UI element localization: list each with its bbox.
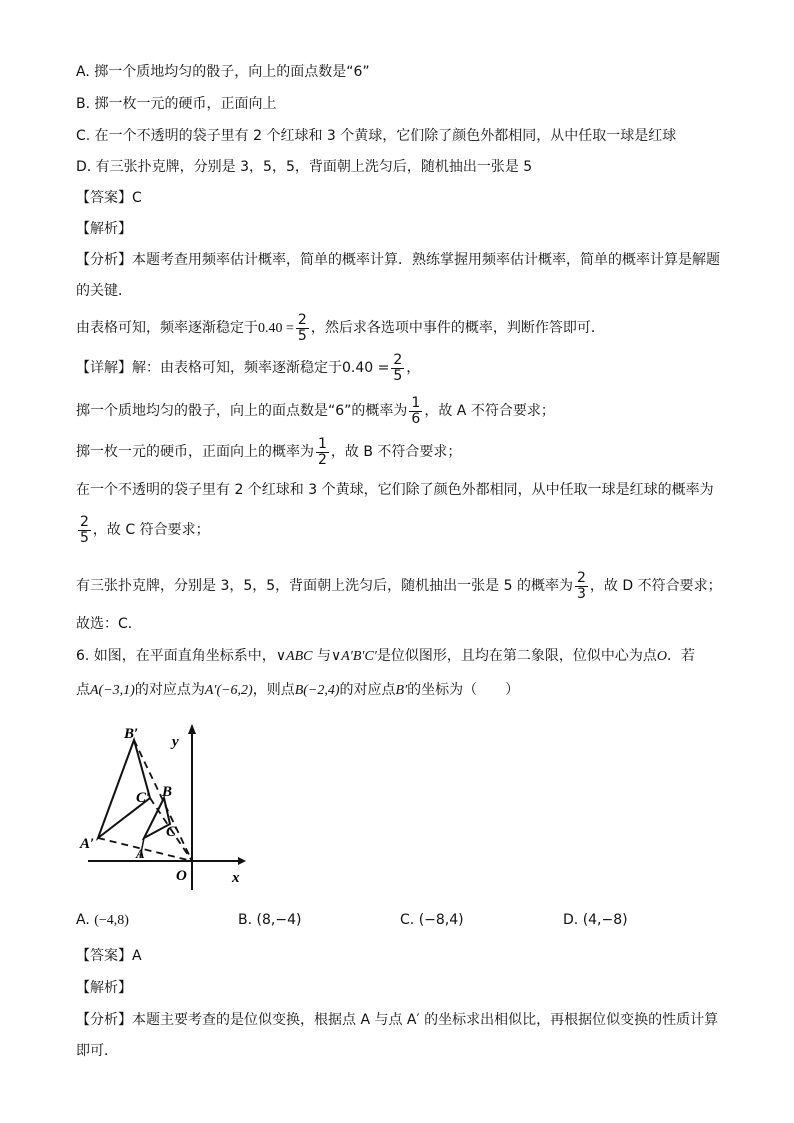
fenxi-label: 【分析】 xyxy=(76,252,132,268)
label-o: O xyxy=(176,868,187,884)
dice-text-b: ，故 A 不符合要求； xyxy=(424,403,555,419)
frac-den: 2 xyxy=(318,451,327,468)
table-text-a: 由表格可知，频率逐渐稳定于 xyxy=(76,320,258,336)
frac-num: 2 xyxy=(80,513,89,530)
answer-value: C xyxy=(132,190,142,206)
q5-card-line xyxy=(76,570,722,602)
coin-text-b: ，故 B 不符合要求； xyxy=(330,444,462,460)
q6-stem2-c: ，则点 xyxy=(252,682,295,698)
q5-option-d: D. 有三张扑克牌，分别是 3，5，5，背面朝上洗匀后，随机抽出一张是 5 xyxy=(76,159,533,175)
card-text-a: 有三张扑克牌，分别是 3，5，5，背面朝上洗匀后，随机抽出一张是 5 的概率为 xyxy=(76,578,573,594)
frac-den: 5 xyxy=(80,529,89,546)
label-c-prime: C′ xyxy=(136,790,151,806)
q6-stem-and: 与 xyxy=(312,648,331,664)
label-y: y xyxy=(172,734,179,750)
answer-label: 【答案】 xyxy=(76,948,132,964)
option-value: (−8,4) xyxy=(418,912,464,928)
coin-text-a: 掷一枚一元的硬币，正面向上的概率为 xyxy=(76,444,314,460)
triangle-abc-prime: ∨A′B′C′ xyxy=(330,649,377,664)
answer-value: A xyxy=(132,948,142,964)
fraction-two-fifths-2 xyxy=(391,353,404,384)
label-c: C xyxy=(166,824,177,840)
q6-stem2-b: 的对应点为 xyxy=(134,682,205,698)
dice-text-a: 掷一个质地均匀的骰子，向上的面点数是“6”的概率为 xyxy=(76,403,408,419)
q5-option-c: C. 在一个不透明的袋子里有 2 个红球和 3 个黄球，它们除了颜色外都相同，从中任取一球是红球 xyxy=(76,128,677,144)
fenxi-text: 本题考查用频率估计概率，简单的概率计算．熟练掌握用频率估计概率，简单的概率计算是解题 xyxy=(132,252,720,268)
frac-num: 2 xyxy=(393,351,403,368)
q6-option-a xyxy=(76,910,129,931)
label-b-prime: B′ xyxy=(124,726,139,742)
frac-num: 2 xyxy=(297,311,307,328)
fenxi-text: 本题主要考查的是位似变换，根据点 A 与点 A′ 的坐标求出相似比，再根据位似变换的性质计算 xyxy=(132,1012,719,1028)
q5-fenxi-line1 xyxy=(76,250,720,270)
q5-analysis-label: 【解析】 xyxy=(76,221,132,237)
xiangjie-label: 【详解】 xyxy=(76,360,132,376)
answer-label: 【答案】 xyxy=(76,190,132,206)
q6-stem-c: ．若 xyxy=(666,648,695,664)
frac-den: 5 xyxy=(297,327,307,344)
fenxi-label: 【分析】 xyxy=(76,1012,132,1028)
point-b-prime: B′ xyxy=(395,683,408,698)
frac-num: 1 xyxy=(318,435,327,452)
fraction-two-fifths-3 xyxy=(78,515,91,546)
x-axis-arrow xyxy=(238,857,246,865)
q6-stem2-a: 点 xyxy=(76,682,90,698)
q5-coin-line xyxy=(76,436,461,468)
q6-answer xyxy=(76,946,142,966)
label-a-prime: A′ xyxy=(80,836,95,852)
label-a: A xyxy=(136,846,145,861)
xiangjie-text-a: 解：由表格可知，频率逐渐稳定于 xyxy=(132,360,342,376)
q6-stem-b: 是位似图形，且均在第二象限，位似中心为点 xyxy=(376,648,657,664)
eq-value-2: 0.40 = xyxy=(342,360,390,376)
q6-stem2-d: 的对应点 xyxy=(339,682,396,698)
card-text-b: ，故 D 不符合要求； xyxy=(589,578,722,594)
frac-den: 6 xyxy=(411,410,421,427)
option-letter: C. xyxy=(400,912,415,928)
frac-den: 5 xyxy=(393,367,403,384)
option-value: (8,−4) xyxy=(256,912,302,928)
point-o: O xyxy=(656,649,667,664)
q5-fenxi-line2: 的关键． xyxy=(76,283,132,299)
triangle-large xyxy=(98,740,150,838)
frac-num: 1 xyxy=(411,394,421,411)
fraction-two-thirds xyxy=(575,571,588,602)
label-x: x xyxy=(232,870,240,886)
q6-option-b xyxy=(238,910,301,930)
bag-text-b: ，故 C 符合要求； xyxy=(92,522,210,538)
y-axis-arrow xyxy=(188,724,196,734)
q6-stem-line1 xyxy=(76,646,695,667)
q6-option-c xyxy=(400,910,464,930)
fraction-two-fifths xyxy=(296,313,309,344)
q5-bag-line2 xyxy=(76,514,210,546)
q6-stem-line2 xyxy=(76,680,519,701)
fraction-one-sixth xyxy=(409,396,422,427)
q5-option-b: B. 掷一枚一元的硬币，正面向上 xyxy=(76,96,277,112)
triangle-abc: ∨ABC xyxy=(275,649,313,664)
option-value: (4,−8) xyxy=(582,912,628,928)
point-b: B(−2,4) xyxy=(294,683,340,698)
q6-option-d xyxy=(563,910,628,930)
q6-stem-a: 6. 如图，在平面直角坐标系中， xyxy=(76,648,276,664)
label-b: B xyxy=(162,784,173,800)
point-a-prime: A′(−6,2) xyxy=(204,683,253,698)
eq-value: 0.40 = xyxy=(258,321,294,336)
fraction-one-half xyxy=(316,437,329,468)
q6-stem2-e: 的坐标为（ ） xyxy=(407,682,520,698)
q6-fenxi-line1 xyxy=(76,1010,718,1030)
option-letter: D. xyxy=(563,912,579,928)
option-letter: B. xyxy=(238,912,253,928)
q5-bag-line: 在一个不透明的袋子里有 2 个红球和 3 个黄球，它们除了颜色外都相同，从中任取一球是红球的概率为 xyxy=(76,482,714,498)
frac-num: 2 xyxy=(576,569,586,586)
option-value: (−4,8) xyxy=(94,913,129,928)
q5-dice-line xyxy=(76,395,555,427)
point-a: A(−3,1) xyxy=(90,683,135,698)
q5-option-a: A. 掷一个质地均匀的骰子，向上的面点数是“6” xyxy=(76,64,370,80)
q6-analysis-label: 【解析】 xyxy=(76,980,132,996)
xiangjie-text-b: ， xyxy=(406,360,421,376)
table-text-b: ，然后求各选项中事件的概率，判断作答即可． xyxy=(310,320,605,336)
similarity-figure xyxy=(78,720,258,900)
q5-choose: 故选：C． xyxy=(76,616,142,632)
frac-den: 3 xyxy=(576,585,586,602)
q5-table-line xyxy=(76,312,605,345)
q5-answer xyxy=(76,188,142,208)
q5-xiangjie-line xyxy=(76,352,420,384)
option-letter: A. xyxy=(76,912,90,928)
q6-fenxi-line2: 即可． xyxy=(76,1043,118,1059)
